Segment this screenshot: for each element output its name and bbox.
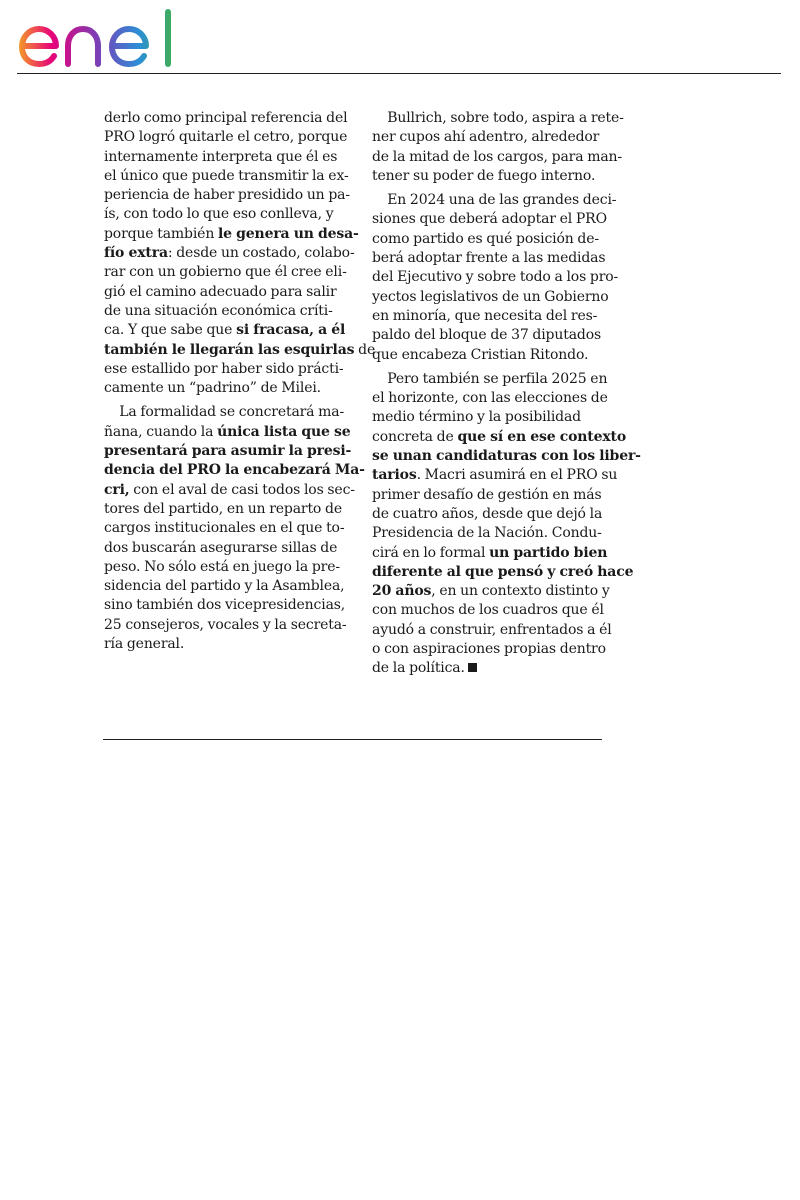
text-line xyxy=(372,109,624,128)
text-run: yectos legislativos de un Gobierno xyxy=(372,288,609,305)
text-run: sino también dos vicepresidencias, xyxy=(104,597,346,614)
text-run: berá adoptar frente a las medidas xyxy=(372,250,606,267)
end-of-article-mark xyxy=(468,663,477,672)
text-run: o con aspiraciones propias dentro xyxy=(372,641,606,658)
text-run: Presidencia de la Nación. Condu- xyxy=(372,525,602,542)
text-line xyxy=(372,167,610,186)
paragraph xyxy=(104,403,365,654)
text-line xyxy=(104,109,348,128)
text-run: Bullrich, sobre todo, aspira a rete- xyxy=(372,110,624,126)
text-run: con muchos de los cuadros que él xyxy=(372,602,604,619)
text-run: en minoría, que necesita del res- xyxy=(372,307,598,324)
text-line xyxy=(372,230,610,249)
bold-text: 20 años xyxy=(372,583,432,600)
text-run: dos buscarán asegurarse sillas de xyxy=(104,539,338,556)
text-run: como partido es qué posición de- xyxy=(372,230,599,247)
text-run: del Ejecutivo y sobre todo a los pro- xyxy=(372,269,619,286)
text-run: gió el camino adecuado para salir xyxy=(104,283,337,300)
text-run: peso. No sólo está en juego la pre- xyxy=(104,558,340,575)
text-line xyxy=(104,616,347,635)
text-run: sidencia del partido y la Asamblea, xyxy=(104,578,345,595)
footer-divider xyxy=(103,739,602,740)
text-run: PRO logró quitarle el cetro, porque xyxy=(104,129,348,146)
text-run: ñana, cuando la xyxy=(104,423,218,440)
bold-text: tarios xyxy=(372,467,417,484)
bold-text: dencia del PRO la encabezará Ma- xyxy=(104,462,365,479)
text-run: La formalidad se concretará ma- xyxy=(104,404,345,421)
header-divider xyxy=(17,73,781,74)
text-run: con el aval de casi todos los sec- xyxy=(129,481,355,498)
paragraph xyxy=(372,109,624,186)
text-line xyxy=(104,205,340,224)
text-line xyxy=(104,596,346,615)
text-line xyxy=(372,389,610,408)
text-run: de una situación económica críti- xyxy=(104,302,333,319)
text-run: medio término y la posibilidad xyxy=(372,409,581,426)
text-line xyxy=(372,505,610,524)
text-line xyxy=(104,539,340,558)
text-line xyxy=(372,466,618,485)
bold-text: también le llegarán las esquirlas xyxy=(104,341,355,358)
text-run: de cuatro años, desde que dejó la xyxy=(372,505,603,522)
text-run: primer desafío de gestión en más xyxy=(372,486,602,503)
text-line xyxy=(372,307,610,326)
article-column-left xyxy=(104,109,376,659)
text-run: En 2024 una de las grandes deci- xyxy=(372,192,617,209)
text-run: Pero también se perfila 2025 en xyxy=(372,370,608,387)
text-line xyxy=(372,128,610,147)
text-line xyxy=(372,447,641,466)
text-run: concreta de xyxy=(372,428,458,445)
text-run: que encabeza Cristian Ritondo. xyxy=(372,346,589,363)
text-run: ayudó a construir, enfrentados a él xyxy=(372,621,612,638)
bold-text: cri, xyxy=(104,481,130,498)
article-column-right xyxy=(372,109,641,684)
text-line xyxy=(104,423,351,442)
text-line xyxy=(372,346,610,365)
text-line xyxy=(104,577,345,596)
text-line xyxy=(104,244,355,263)
bold-text: fío extra xyxy=(104,245,168,262)
text-run: porque también xyxy=(104,225,218,242)
enel-logo xyxy=(16,8,180,72)
text-run: siones que deberá adoptar el PRO xyxy=(372,211,607,228)
text-line xyxy=(104,263,347,282)
text-run: ese estallido por haber sido prácti- xyxy=(104,360,344,377)
paragraph xyxy=(372,191,619,365)
text-line xyxy=(104,500,340,519)
text-run: ner cupos ahí adentro, alrededor xyxy=(372,129,600,146)
text-line xyxy=(104,341,376,360)
text-line xyxy=(372,601,610,620)
bold-text: un partido bien xyxy=(489,544,608,561)
text-run: cargos institucionales en el que to- xyxy=(104,520,345,537)
bold-text: que sí en ese contexto xyxy=(457,428,627,445)
text-line xyxy=(104,167,349,186)
text-run: rar con un gobierno que él cree eli- xyxy=(104,264,347,281)
text-line xyxy=(372,370,610,389)
text-line xyxy=(372,210,610,229)
text-line xyxy=(104,321,346,340)
text-run: periencia de haber presidido un pa- xyxy=(104,187,350,204)
text-run: camente un “padrino” de Milei. xyxy=(104,380,321,397)
text-line xyxy=(372,486,610,505)
text-line xyxy=(104,635,340,654)
bold-text: presentará para asumir la presi- xyxy=(104,443,352,460)
text-run: internamente interpreta que él es xyxy=(104,148,338,165)
text-line xyxy=(104,186,350,205)
text-line xyxy=(104,442,352,461)
text-line xyxy=(372,428,627,447)
bold-text: única lista que se xyxy=(217,423,351,440)
paragraph xyxy=(372,370,641,679)
text-run: . Macri asumirá en el PRO su xyxy=(416,467,618,484)
text-line xyxy=(104,403,345,422)
text-line xyxy=(104,379,340,398)
text-line xyxy=(372,408,610,427)
text-line xyxy=(372,659,610,678)
text-run: 25 consejeros, vocales y la secreta- xyxy=(104,616,347,633)
text-line xyxy=(104,148,340,167)
text-run: paldo del bloque de 37 diputados xyxy=(372,327,602,344)
text-line xyxy=(104,519,345,538)
text-run: el único que puede transmitir la ex- xyxy=(104,167,349,184)
text-run: tores del partido, en un reparto de xyxy=(104,500,342,517)
text-run: ís, con todo lo que eso conlleva, y xyxy=(104,206,334,223)
text-line xyxy=(104,283,340,302)
text-run: tener su poder de fuego interno. xyxy=(372,167,596,184)
text-line xyxy=(372,326,610,345)
text-run: : desde un costado, colabo- xyxy=(167,245,355,262)
text-line xyxy=(372,544,610,563)
text-line xyxy=(104,128,348,147)
bold-text: le genera un desa- xyxy=(218,225,359,242)
text-line xyxy=(104,461,365,480)
text-run: ría general. xyxy=(104,636,185,653)
text-run: de xyxy=(354,341,376,358)
bold-text: diferente al que pensó y creó hace xyxy=(372,563,634,580)
enel-logo-mark xyxy=(16,8,180,72)
text-line xyxy=(372,288,610,307)
text-line xyxy=(372,191,617,210)
bold-text: si fracasa, a él xyxy=(236,322,346,339)
bold-text: se unan candidaturas con los liber- xyxy=(372,448,641,465)
text-line xyxy=(372,268,619,287)
text-line xyxy=(104,302,340,321)
text-line xyxy=(372,640,610,659)
text-line xyxy=(372,582,610,601)
text-run: ca. Y que sabe que xyxy=(104,322,237,339)
text-line xyxy=(372,148,622,167)
text-run: , en un contexto distinto y xyxy=(431,583,610,600)
text-line xyxy=(104,558,340,577)
text-run: el horizonte, con las elecciones de xyxy=(372,390,608,407)
text-run: cirá en lo formal xyxy=(372,544,490,561)
text-line xyxy=(104,225,359,244)
text-run: de la política. xyxy=(372,660,465,677)
text-line xyxy=(372,563,634,582)
paragraph xyxy=(104,109,376,398)
text-run: de la mitad de los cargos, para man- xyxy=(372,148,622,165)
text-line xyxy=(372,524,610,543)
text-line xyxy=(104,481,355,500)
text-run: derlo como principal referencia del xyxy=(104,110,348,126)
text-line xyxy=(104,360,344,379)
text-line xyxy=(372,621,610,640)
text-line xyxy=(372,249,610,268)
